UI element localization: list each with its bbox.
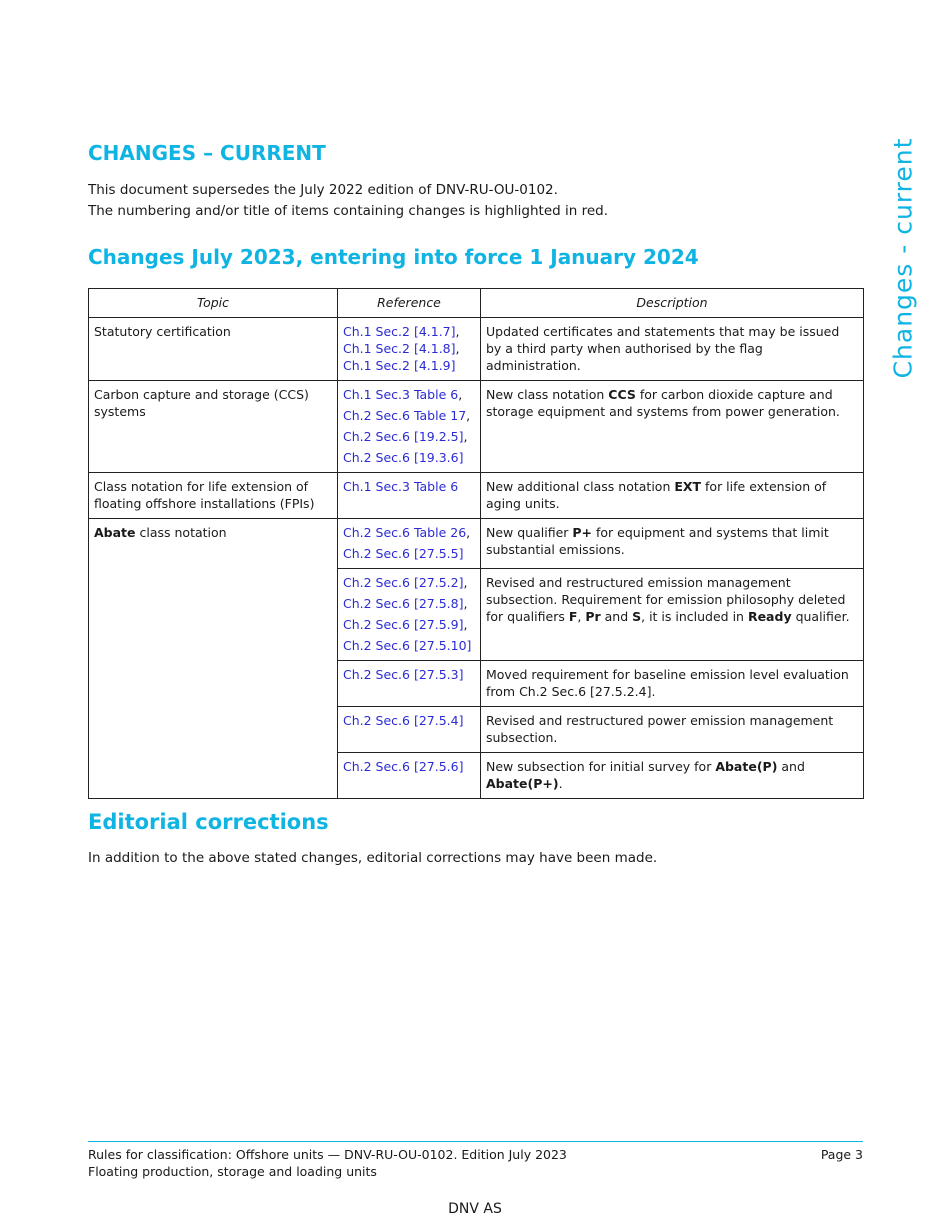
reference-cell	[338, 753, 481, 799]
editorial-heading: Editorial corrections	[88, 810, 329, 834]
description-cell: Revised and restructured power emission management subsection.	[481, 707, 864, 753]
reference-link[interactable]: Ch.1 Sec.3 Table 6	[343, 479, 459, 494]
header-reference: Reference	[338, 289, 481, 318]
footer-line-2: Floating production, storage and loading units	[88, 1164, 377, 1179]
description-cell: New additional class notation EXT for life extension of aging units.	[481, 473, 864, 519]
footer-divider	[88, 1141, 863, 1142]
page-footer	[88, 1146, 863, 1180]
reference-cell: Ch.2 Sec.6 Table 26, Ch.2 Sec.6 [27.5.5]	[338, 519, 481, 569]
header-description: Description	[481, 289, 864, 318]
reference-link[interactable]: Ch.2 Sec.6 [27.5.8]	[343, 596, 464, 611]
reference-link[interactable]: Ch.2 Sec.6 [27.5.4]	[343, 713, 464, 728]
reference-link[interactable]: Ch.2 Sec.6 [27.5.9]	[343, 617, 464, 632]
reference-cell	[338, 473, 481, 519]
intro-line-1: This document supersedes the July 2022 edition of DNV-RU-OU-0102.	[88, 182, 558, 198]
description-cell: Revised and restructured emission management subsection. Requirement for emission philosophy deleted for qualifiers F, Pr and S, it is included in Ready qualifier.	[481, 569, 864, 661]
description-cell: New class notation CCS for carbon dioxide capture and storage equipment and systems from power generation.	[481, 381, 864, 473]
table-row	[89, 519, 864, 569]
reference-link[interactable]: Ch.2 Sec.6 [19.2.5]	[343, 429, 464, 444]
changes-heading: Changes July 2023, entering into force 1 January 2024	[88, 245, 699, 269]
reference-link[interactable]: Ch.2 Sec.6 [27.5.6]	[343, 759, 464, 774]
qualifier-p-plus: P+	[572, 525, 593, 540]
description-cell: Moved requirement for baseline emission level evaluation from Ch.2 Sec.6 [27.5.2.4].	[481, 661, 864, 707]
topic-cell: Statutory certification	[89, 318, 338, 381]
reference-link[interactable]: Ch.2 Sec.6 [19.3.6]	[343, 450, 464, 465]
changes-table	[88, 288, 864, 799]
reference-link[interactable]: Ch.2 Sec.6 [27.5.10]	[343, 638, 472, 653]
topic-cell: Abate class notation	[89, 519, 338, 799]
description-cell: New qualifier P+ for equipment and systems that limit substantial emissions.	[481, 519, 864, 569]
page-title: CHANGES – CURRENT	[88, 141, 326, 165]
reference-cell	[338, 707, 481, 753]
intro-text	[88, 180, 608, 222]
table-row	[89, 318, 864, 381]
reference-cell	[338, 661, 481, 707]
reference-cell: Ch.2 Sec.6 [27.5.2], Ch.2 Sec.6 [27.5.8], Ch.2 Sec.6 [27.5.9], Ch.2 Sec.6 [27.5.10]	[338, 569, 481, 661]
reference-link[interactable]: Ch.1 Sec.2 [4.1.8]	[343, 341, 456, 356]
topic-cell: Class notation for life extension of floating offshore installations (FPIs)	[89, 473, 338, 519]
side-tab-label: Changes - current	[888, 137, 918, 379]
reference-link[interactable]: Ch.1 Sec.3 Table 6	[343, 387, 459, 402]
topic-cell: Carbon capture and storage (CCS) systems	[89, 381, 338, 473]
class-notation-ext: EXT	[674, 479, 702, 494]
company-name: DNV AS	[448, 1201, 502, 1217]
intro-line-2: The numbering and/or title of items containing changes is highlighted in red.	[88, 203, 609, 219]
description-cell: Updated certificates and statements that may be issued by a third party when authorised by the flag administration.	[481, 318, 864, 381]
table-header-row	[89, 289, 864, 318]
reference-link[interactable]: Ch.2 Sec.6 [27.5.5]	[343, 546, 464, 561]
class-notation-ccs: CCS	[608, 387, 636, 402]
reference-link[interactable]: Ch.1 Sec.2 [4.1.9]	[343, 358, 456, 373]
page-number: Page 3	[820, 1147, 863, 1162]
editorial-text: In addition to the above stated changes, editorial corrections may have been made.	[88, 850, 658, 866]
header-topic: Topic	[89, 289, 338, 318]
reference-link[interactable]: Ch.2 Sec.6 Table 26	[343, 525, 467, 540]
class-notation-abate: Abate	[94, 525, 136, 540]
table-row	[89, 381, 864, 473]
reference-link[interactable]: Ch.2 Sec.6 [27.5.3]	[343, 667, 464, 682]
reference-link[interactable]: Ch.2 Sec.6 [27.5.2]	[343, 575, 464, 590]
reference-link[interactable]: Ch.1 Sec.2 [4.1.7]	[343, 324, 456, 339]
reference-cell: Ch.1 Sec.2 [4.1.7], Ch.1 Sec.2 [4.1.8], Ch.1 Sec.2 [4.1.9]	[338, 318, 481, 381]
footer-line-1: Rules for classification: Offshore units — DNV-RU-OU-0102. Edition July 2023	[88, 1147, 567, 1162]
reference-cell: Ch.1 Sec.3 Table 6, Ch.2 Sec.6 Table 17, Ch.2 Sec.6 [19.2.5], Ch.2 Sec.6 [19.3.6]	[338, 381, 481, 473]
table-row	[89, 473, 864, 519]
reference-link[interactable]: Ch.2 Sec.6 Table 17	[343, 408, 467, 423]
description-cell: New subsection for initial survey for Abate(P) and Abate(P+).	[481, 753, 864, 799]
